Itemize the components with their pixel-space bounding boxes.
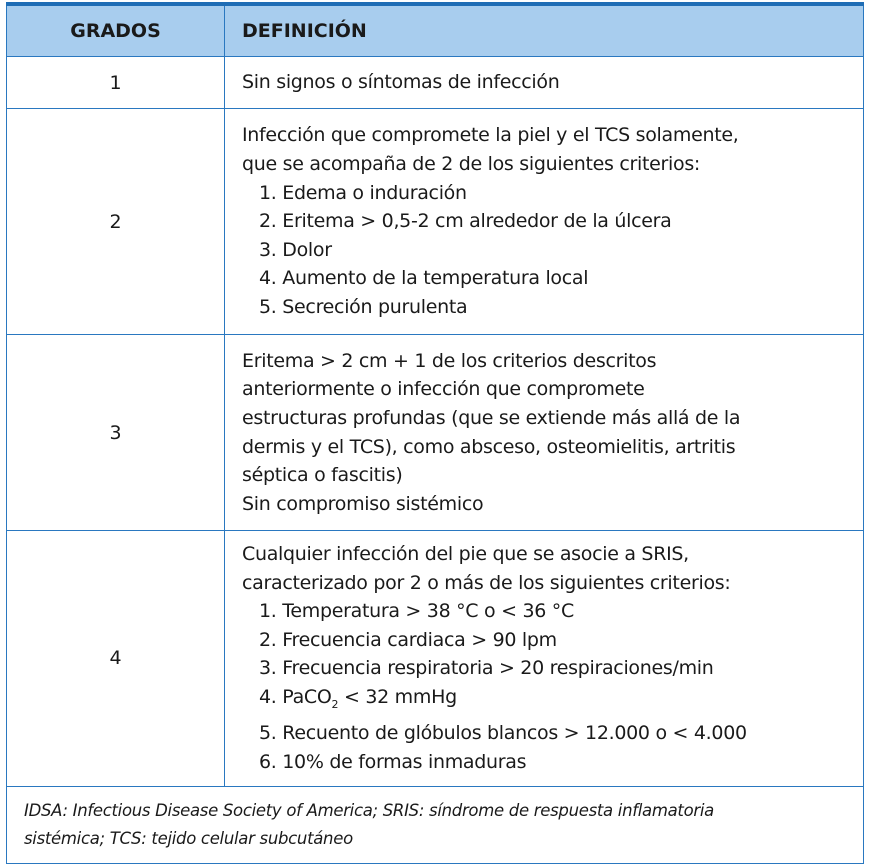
definition-cell [225,57,864,109]
paco2-threshold: < 32 mmHg [338,685,457,708]
definition-line: dermis y el TCS), como absceso, osteomielitis, artritis [242,435,736,458]
definition-line: Eritema > 2 cm + 1 de los criterios descritos [242,349,657,372]
header-grades: GRADOS [7,4,225,57]
table-row [7,531,864,787]
definition-line: estructuras profundas (que se extiende más allá de la [242,406,741,429]
paco2-label: 4. PaCO [259,685,332,708]
criteria-item: 1. Temperatura > 38 °C o < 36 °C [259,600,574,623]
criteria-item: 3. Dolor [259,238,332,261]
criteria-item: 5. Recuento de glóbulos blancos > 12.000 o < 4.000 [259,722,747,745]
header-row [7,4,864,57]
footnote-line: IDSA: Infectious Disease Society of America; SRIS: síndrome de respuesta inflamatoria [24,800,714,820]
criteria-item: 6. 10% de formas inmaduras [259,750,527,773]
definition-line: Infección que compromete la piel y el TCS solamente, [242,124,739,147]
criteria-item: 2. Eritema > 0,5-2 cm alrededor de la úlcera [259,210,672,233]
criteria-item [242,683,863,719]
criteria-item: 3. Frecuencia respiratoria > 20 respiraciones/min [259,657,714,680]
footnote [7,786,864,863]
paco2-subscript: 2 [331,697,339,711]
grade-cell: 3 [7,335,225,531]
footnote-line: sistémica; TCS: tejido celular subcutáneo [24,828,353,848]
table-row [7,335,864,531]
table-row [7,57,864,109]
grade-cell: 1 [7,57,225,109]
definition-cell [225,531,864,787]
definition-line: caracterizado por 2 o más de los siguientes criterios: [242,571,731,594]
definition-line: anteriormente o infección que compromete [242,378,645,401]
definition-line: Cualquier infección del pie que se asocie a SRIS, [242,543,689,565]
definition-line: Sin compromiso sistémico [242,492,484,515]
definition-line: que se acompaña de 2 de los siguientes criterios: [242,153,701,176]
header-definition: DEFINICIÓN [225,4,864,57]
definition-cell [225,335,864,531]
idsa-grades-table [6,2,864,864]
criteria-item: 4. Aumento de la temperatura local [259,267,589,290]
grade-cell: 2 [7,109,225,335]
criteria-item: 2. Frecuencia cardiaca > 90 lpm [259,628,557,651]
definition-line: Sin signos o síntomas de infección [242,71,560,94]
table-row [7,109,864,335]
footnote-row [7,786,864,863]
definition-cell [225,109,864,335]
criteria-item: 1. Edema o induración [259,181,467,204]
definition-line: séptica o fascitis) [242,464,403,487]
grade-cell: 4 [7,531,225,787]
criteria-item: 5. Secreción purulenta [259,295,468,318]
